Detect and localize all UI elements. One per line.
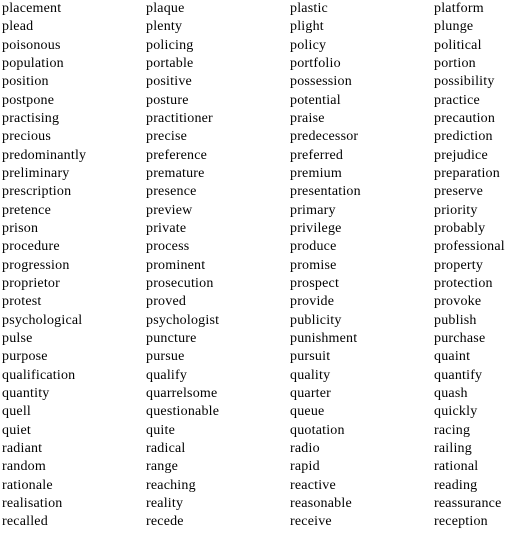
word-item: portion [434,55,476,71]
word-item: quality [290,367,331,383]
word-item: promise [290,257,337,273]
word-item: precise [146,129,188,145]
word-item: radio [290,440,320,456]
word-item: preparation [434,165,500,181]
word-column-4 [434,0,515,532]
word-item: private [146,220,187,236]
word-item: quickly [434,404,478,420]
word-item: plenty [146,19,183,35]
word-item: publish [434,312,477,328]
word-item: premium [290,165,342,181]
word-item: purpose [2,349,48,365]
word-item: poisonous [2,37,61,53]
word-item: queue [290,404,325,420]
word-item: portfolio [290,55,341,71]
word-item: postpone [2,92,55,108]
word-item: prison [2,220,39,236]
word-item: probably [434,220,486,236]
word-column-3 [290,0,434,532]
word-item: praise [290,110,325,126]
word-item: pursue [146,349,185,365]
word-item: platform [434,1,484,16]
word-item: quash [434,385,468,401]
word-item: prosecution [146,275,214,291]
word-item: precaution [434,110,496,126]
word-item: radical [146,440,186,456]
word-item: professional [434,239,505,255]
word-item: possibility [434,74,495,90]
word-item: plead [2,19,34,35]
word-item: publicity [290,312,342,328]
word-item: provide [290,294,335,310]
word-item: reassurance [434,495,502,511]
word-item: purchase [434,330,486,346]
word-item: psychologist [146,312,220,328]
word-item: prospect [290,275,340,291]
word-item: practice [434,92,480,108]
word-item: posture [146,92,189,108]
word-item: quantity [2,385,50,401]
word-item: range [146,459,179,475]
word-item: quiet [2,422,31,438]
word-item: precious [2,129,52,145]
word-item: plastic [290,1,328,16]
word-item: placement [2,1,62,16]
word-item: produce [290,239,337,255]
word-item: premature [146,165,205,181]
word-item: quantify [434,367,483,383]
word-item: population [2,55,64,71]
word-item: predecessor [290,129,359,145]
word-item: pursuit [290,349,331,365]
word-item: preference [146,147,208,163]
word-item: prescription [2,184,72,200]
word-item: prejudice [434,147,488,163]
word-item: possession [290,74,352,90]
word-item: quite [146,422,175,438]
word-item: political [434,37,482,53]
word-item: positive [146,74,192,90]
word-column-1 [2,0,146,532]
word-item: presence [146,184,197,200]
word-item: policy [290,37,327,53]
word-item: psychological [2,312,83,328]
word-item: preliminary [2,165,70,181]
word-item: prediction [434,129,493,145]
word-item: reading [434,477,478,493]
word-item: practitioner [146,110,213,126]
word-item: proved [146,294,187,310]
word-item: questionable [146,404,220,420]
word-item: punishment [290,330,358,346]
word-item: process [146,239,190,255]
word-item: plunge [434,19,474,35]
word-list-table [2,0,515,532]
word-item: quarter [290,385,332,401]
word-item: rationale [2,477,53,493]
word-item: realisation [2,495,63,511]
word-item: recede [146,514,184,530]
word-item: preview [146,202,193,218]
word-item: reality [146,495,184,511]
word-item: plaque [146,1,185,16]
word-item: portable [146,55,194,71]
word-item: proprietor [2,275,60,291]
word-item: protest [2,294,42,310]
word-column-2 [146,0,290,532]
word-item: quotation [290,422,345,438]
word-item: policing [146,37,194,53]
word-item: property [434,257,484,273]
word-item: reaching [146,477,196,493]
word-item: quell [2,404,31,420]
word-item: provoke [434,294,482,310]
word-item: qualify [146,367,188,383]
word-item: puncture [146,330,197,346]
word-item: receive [290,514,332,530]
word-item: rapid [290,459,320,475]
word-item: reactive [290,477,336,493]
word-item: preserve [434,184,484,200]
word-item: radiant [2,440,43,456]
word-item: procedure [2,239,60,255]
word-item: presentation [290,184,361,200]
word-item: qualification [2,367,76,383]
word-item: reception [434,514,488,530]
word-item: recalled [2,514,48,530]
word-item: progression [2,257,70,273]
word-item: random [2,459,46,475]
word-item: racing [434,422,471,438]
word-item: position [2,74,49,90]
word-item: railing [434,440,472,456]
word-item: prominent [146,257,206,273]
word-item: rational [434,459,479,475]
word-item: quarrelsome [146,385,218,401]
word-item: plight [290,19,324,35]
word-item: predominantly [2,147,87,163]
word-item: protection [434,275,493,291]
word-item: potential [290,92,341,108]
word-item: preferred [290,147,344,163]
word-item: pulse [2,330,33,346]
word-item: primary [290,202,336,218]
word-item: pretence [2,202,52,218]
word-item: priority [434,202,478,218]
word-item: privilege [290,220,342,236]
word-item: reasonable [290,495,352,511]
word-item: quaint [434,349,471,365]
word-item: practising [2,110,60,126]
